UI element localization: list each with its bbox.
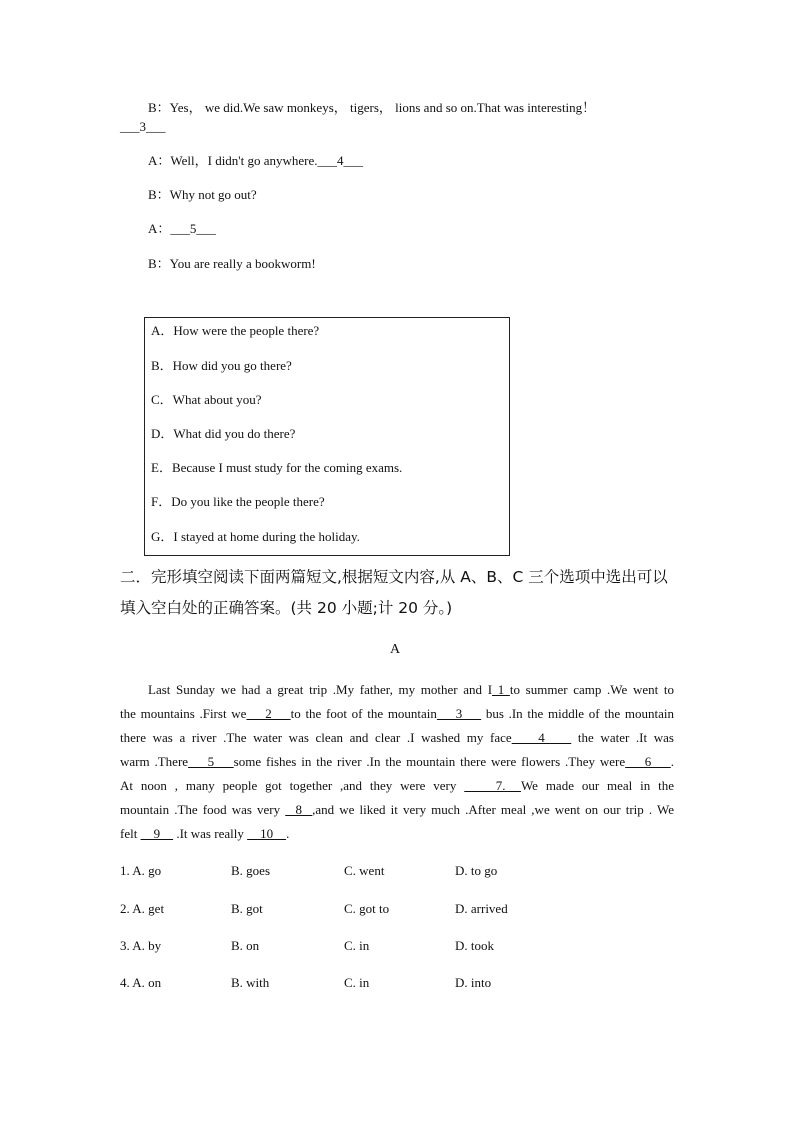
blank-4: 4 — [511, 730, 572, 745]
q3-option-d: D. took — [455, 938, 494, 953]
blank-8: 8 — [285, 802, 313, 817]
blank-1: 1 — [492, 682, 510, 697]
q1-option-a: 1. A. go — [120, 863, 162, 878]
dialogue-b3: B：You are really a bookworm! — [148, 256, 316, 271]
blank-9: 9 — [140, 826, 174, 841]
q3-option-b: B. on — [231, 938, 260, 953]
option-f: F．Do you like the people there? — [151, 494, 325, 509]
section-heading-line2: 填入空白处的正确答案。(共 20 小题;计 20 分。) — [120, 599, 453, 617]
q2-option-d: D. arrived — [455, 901, 508, 916]
blank-2: 2 — [246, 706, 291, 721]
q2-option-b: B. got — [231, 901, 263, 916]
passage-line-4: warm .There 5 some fishes in the river .In the mountain there were flowers .They were 6 . — [120, 754, 675, 769]
dialogue-a3: A：___5___ — [148, 221, 216, 236]
passage-line-7: felt 9 .It was really 10 . — [120, 826, 290, 841]
q1-option-c: C. went — [344, 863, 385, 878]
q1-option-d: D. to go — [455, 863, 498, 878]
q2-option-c: C. got to — [344, 901, 390, 916]
option-d: D．What did you do there? — [151, 426, 296, 441]
options-box — [144, 317, 510, 556]
q1-option-b: B. goes — [231, 863, 270, 878]
dialogue-b2: B：Why not go out? — [148, 187, 257, 202]
passage-line-3: there was a river .The water was clean and clear .I washed my face 4 the water .It was — [120, 730, 674, 745]
option-b: B．How did you go there? — [151, 358, 292, 373]
blank-7: 7. — [464, 778, 521, 793]
passage-line-2: the mountains .First we 2 to the foot of the mountain 3 bus .In the middle of the mountain — [120, 706, 675, 721]
q4-option-b: B. with — [231, 975, 270, 990]
q2-option-a: 2. A. get — [120, 901, 165, 916]
q3-option-c: C. in — [344, 938, 370, 953]
option-g: G．I stayed at home during the holiday. — [151, 529, 360, 544]
blank-10: 10 — [247, 826, 287, 841]
q4-option-a: 4. A. on — [120, 975, 162, 990]
passage-label: A — [390, 642, 401, 657]
option-a: A．How were the people there? — [151, 323, 320, 338]
blank-3: 3 — [436, 706, 482, 721]
option-c: C．What about you? — [151, 392, 262, 407]
section-heading-line1: 二．完形填空阅读下面两篇短文,根据短文内容,从 A、B、C 三个选项中选出可以 — [120, 568, 668, 586]
passage-line-6: mountain .The food was very 8 ,and we liked it very much .After meal ,we went on our trip . We — [120, 802, 674, 817]
blank-5: 5 — [188, 754, 234, 769]
q3-option-a: 3. A. by — [120, 938, 162, 953]
dialogue-b1-line1: B：Yes， we did.We saw monkeys， tigers， lions and so on.That was interesting！ — [148, 100, 596, 115]
q4-option-d: D. into — [455, 975, 492, 990]
blank-6: 6 — [625, 754, 671, 769]
option-e: E．Because I must study for the coming exams. — [151, 460, 403, 475]
passage-line-1: Last Sunday we had a great trip .My father, my mother and I 1 to summer camp .We went to — [148, 682, 674, 697]
q4-option-c: C. in — [344, 975, 370, 990]
dialogue-b1-line2: ___3___ — [120, 119, 166, 134]
dialogue-a2: A：Well，I didn't go anywhere.___4___ — [148, 153, 364, 168]
passage-line-5: At noon , many people got together ,and they were very 7. We made our meal in the — [120, 778, 675, 793]
